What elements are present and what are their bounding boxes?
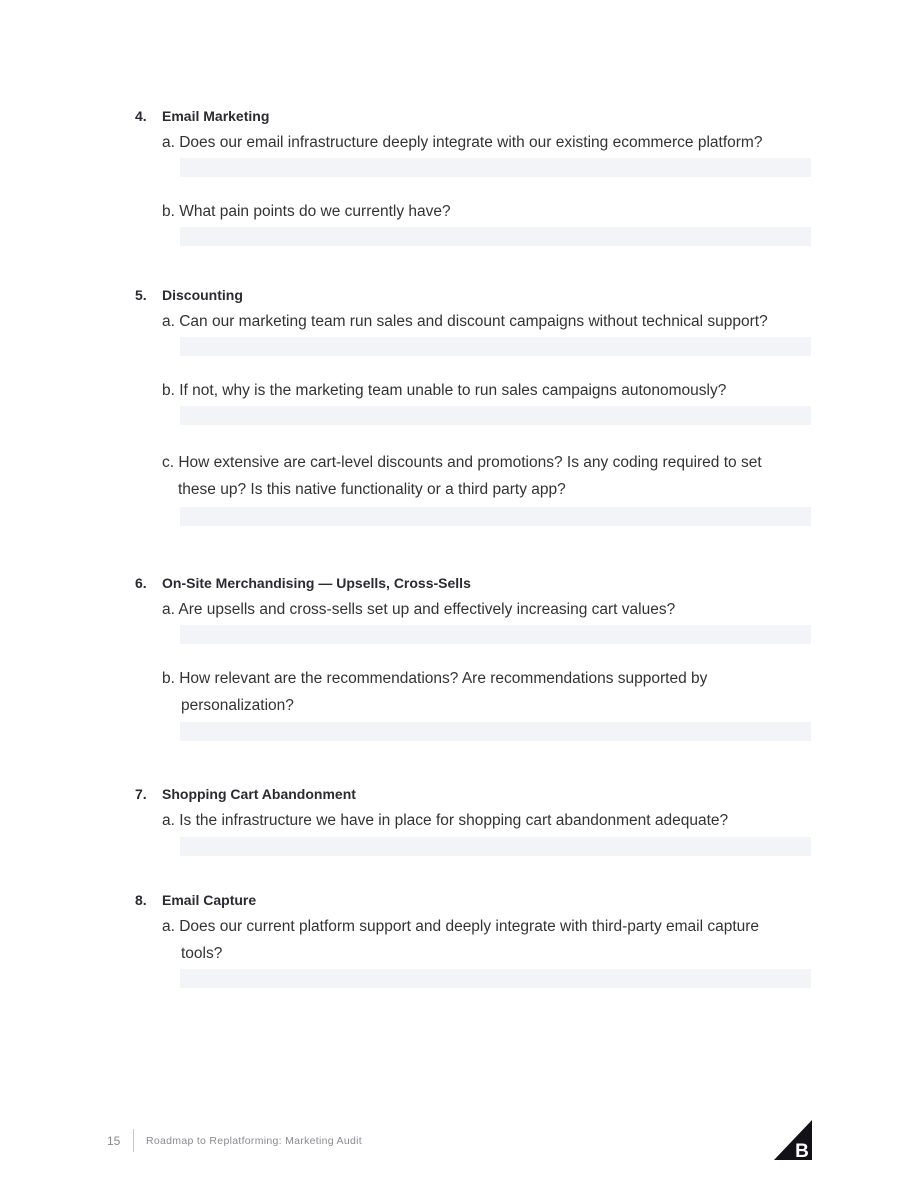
question-line: a. Are upsells and cross-sells set up and effectively increasing cart values?: [162, 601, 676, 618]
question: [162, 129, 762, 156]
answer-field[interactable]: [180, 969, 811, 988]
question: [162, 377, 726, 404]
section-heading: [135, 575, 471, 591]
bigcommerce-logo: [774, 1120, 812, 1160]
answer-field[interactable]: [180, 406, 811, 425]
section-number: 5.: [135, 287, 147, 303]
section-title: Email Marketing: [162, 108, 270, 124]
section-title: Email Capture: [162, 892, 257, 908]
question-line: b. How relevant are the recommendations? Are recommendations supported by: [162, 670, 708, 687]
footer-document-title: Roadmap to Replatforming: Marketing Audit: [146, 1135, 362, 1147]
section-title: Shopping Cart Abandonment: [162, 786, 356, 802]
question: [162, 449, 762, 503]
section-number: 7.: [135, 786, 147, 802]
question-line: c. How extensive are cart-level discounts and promotions? Is any coding required to set: [162, 454, 762, 471]
question-line: b. What pain points do we currently have?: [162, 203, 451, 220]
section-heading: [135, 892, 256, 908]
question-line: b. If not, why is the marketing team unable to run sales campaigns autonomously?: [162, 382, 727, 399]
answer-field[interactable]: [180, 722, 811, 741]
question-line: a. Does our email infrastructure deeply integrate with our existing ecommerce platform?: [162, 134, 763, 151]
logo-letter: B: [795, 1141, 809, 1160]
question-line: a. Can our marketing team run sales and discount campaigns without technical support?: [162, 313, 768, 330]
page-number: 15: [107, 1134, 121, 1148]
question: [162, 913, 759, 967]
footer-divider: [133, 1129, 134, 1152]
question: [162, 807, 728, 834]
question-line: a. Does our current platform support and deeply integrate with third-party email capture: [162, 918, 760, 935]
section-heading: [135, 287, 243, 303]
answer-field[interactable]: [180, 837, 811, 856]
question-line: tools?: [181, 945, 223, 962]
section-title: Discounting: [162, 287, 243, 303]
section-title: On-Site Merchandising — Upsells, Cross-Sells: [162, 575, 471, 591]
section-number: 6.: [135, 575, 147, 591]
answer-field[interactable]: [180, 337, 811, 356]
question-line: personalization?: [181, 697, 294, 714]
answer-field[interactable]: [180, 507, 811, 526]
question: [162, 198, 451, 225]
section-heading: [135, 108, 269, 124]
question-line: these up? Is this native functionality or a third party app?: [178, 481, 566, 498]
question: [162, 596, 675, 623]
question-line: a. Is the infrastructure we have in place for shopping cart abandonment adequate?: [162, 812, 729, 829]
answer-field[interactable]: [180, 227, 811, 246]
section-number: 8.: [135, 892, 147, 908]
section-heading: [135, 786, 356, 802]
answer-field[interactable]: [180, 625, 811, 644]
question: [162, 308, 768, 335]
section-number: 4.: [135, 108, 147, 124]
answer-field[interactable]: [180, 158, 811, 177]
question: [162, 665, 707, 719]
